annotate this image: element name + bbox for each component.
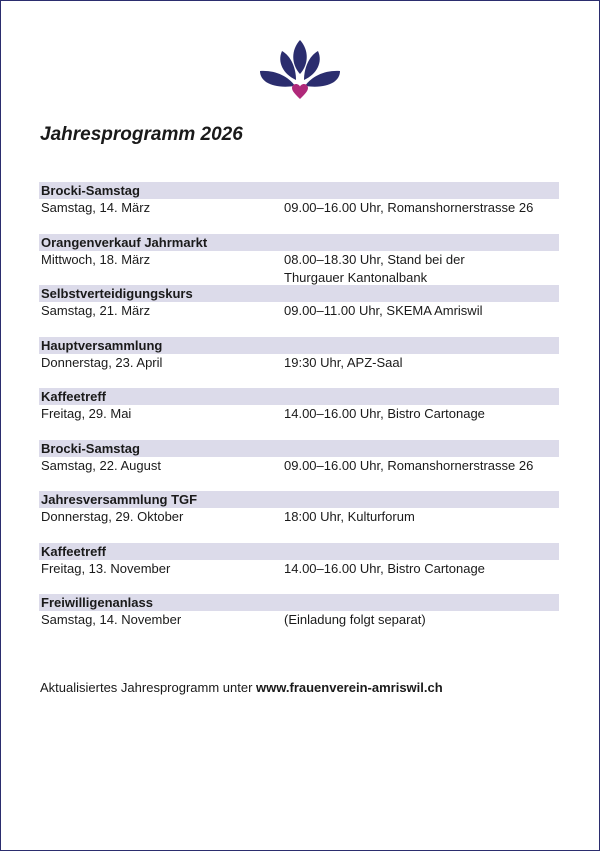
event-item	[39, 285, 559, 337]
event-list	[39, 182, 559, 646]
event-date: Freitag, 29. Mai	[41, 406, 132, 421]
event-date: Samstag, 14. März	[41, 200, 151, 215]
event-name: Freiwilligenanlass	[39, 594, 559, 611]
event-date: Samstag, 14. November	[41, 612, 182, 627]
event-row	[39, 508, 559, 526]
event-time-location: 19:30 Uhr, APZ-Saal	[284, 354, 403, 370]
event-row	[39, 457, 559, 475]
event-item	[39, 182, 559, 234]
event-item	[39, 440, 559, 492]
event-item	[39, 337, 559, 389]
event-row	[39, 405, 559, 423]
event-name: Orangenverkauf Jahrmarkt	[39, 234, 559, 251]
page-title: Jahresprogramm 2026	[40, 124, 243, 145]
event-date: Donnerstag, 29. Oktober	[41, 509, 184, 524]
event-name: Brocki-Samstag	[39, 182, 559, 199]
event-row	[39, 302, 559, 320]
event-row	[39, 251, 559, 269]
event-name: Brocki-Samstag	[39, 440, 559, 457]
event-time-location: 08.00–18.30 Uhr, Stand bei der	[284, 251, 465, 267]
event-time-location: 14.00–16.00 Uhr, Bistro Cartonage	[284, 406, 485, 421]
event-time-location: 18:00 Uhr, Kulturforum	[284, 509, 415, 524]
event-date	[41, 269, 284, 287]
event-item	[39, 491, 559, 543]
event-name: Selbstverteidigungskurs	[39, 285, 559, 302]
event-date: Mittwoch, 18. März	[41, 251, 151, 267]
event-time-location: 09.00–11.00 Uhr, SKEMA Amriswil	[284, 303, 483, 318]
event-name: Jahresversammlung TGF	[39, 491, 559, 508]
event-time-location: 09.00–16.00 Uhr, Romanshornerstrasse 26	[284, 200, 534, 215]
flower-heart-icon	[255, 38, 345, 102]
event-item	[39, 594, 559, 646]
footer-note	[40, 680, 443, 695]
event-row	[39, 269, 559, 287]
event-date: Samstag, 21. März	[41, 303, 151, 318]
event-row	[39, 611, 559, 629]
event-date: Donnerstag, 23. April	[41, 354, 163, 370]
event-date: Samstag, 22. August	[41, 457, 161, 473]
event-time-location: 14.00–16.00 Uhr, Bistro Cartonage	[284, 560, 485, 576]
event-time-location: Thurgauer Kantonalbank	[284, 269, 428, 285]
event-time-location: 09.00–16.00 Uhr, Romanshornerstrasse 26	[284, 457, 534, 473]
event-item	[39, 388, 559, 440]
event-row	[39, 354, 559, 372]
event-row	[39, 560, 559, 578]
event-time-location: (Einladung folgt separat)	[284, 612, 426, 627]
event-item	[39, 543, 559, 595]
footer-text: Aktualisiertes Jahresprogramm unter	[40, 680, 257, 695]
event-row	[39, 199, 559, 217]
event-name: Hauptversammlung	[39, 337, 559, 354]
website-link[interactable]: www.frauenverein-amriswil.ch	[256, 680, 443, 695]
event-date: Freitag, 13. November	[41, 560, 171, 576]
event-name: Kaffeetreff	[39, 543, 559, 560]
event-item	[39, 234, 559, 286]
event-name: Kaffeetreff	[39, 388, 559, 405]
